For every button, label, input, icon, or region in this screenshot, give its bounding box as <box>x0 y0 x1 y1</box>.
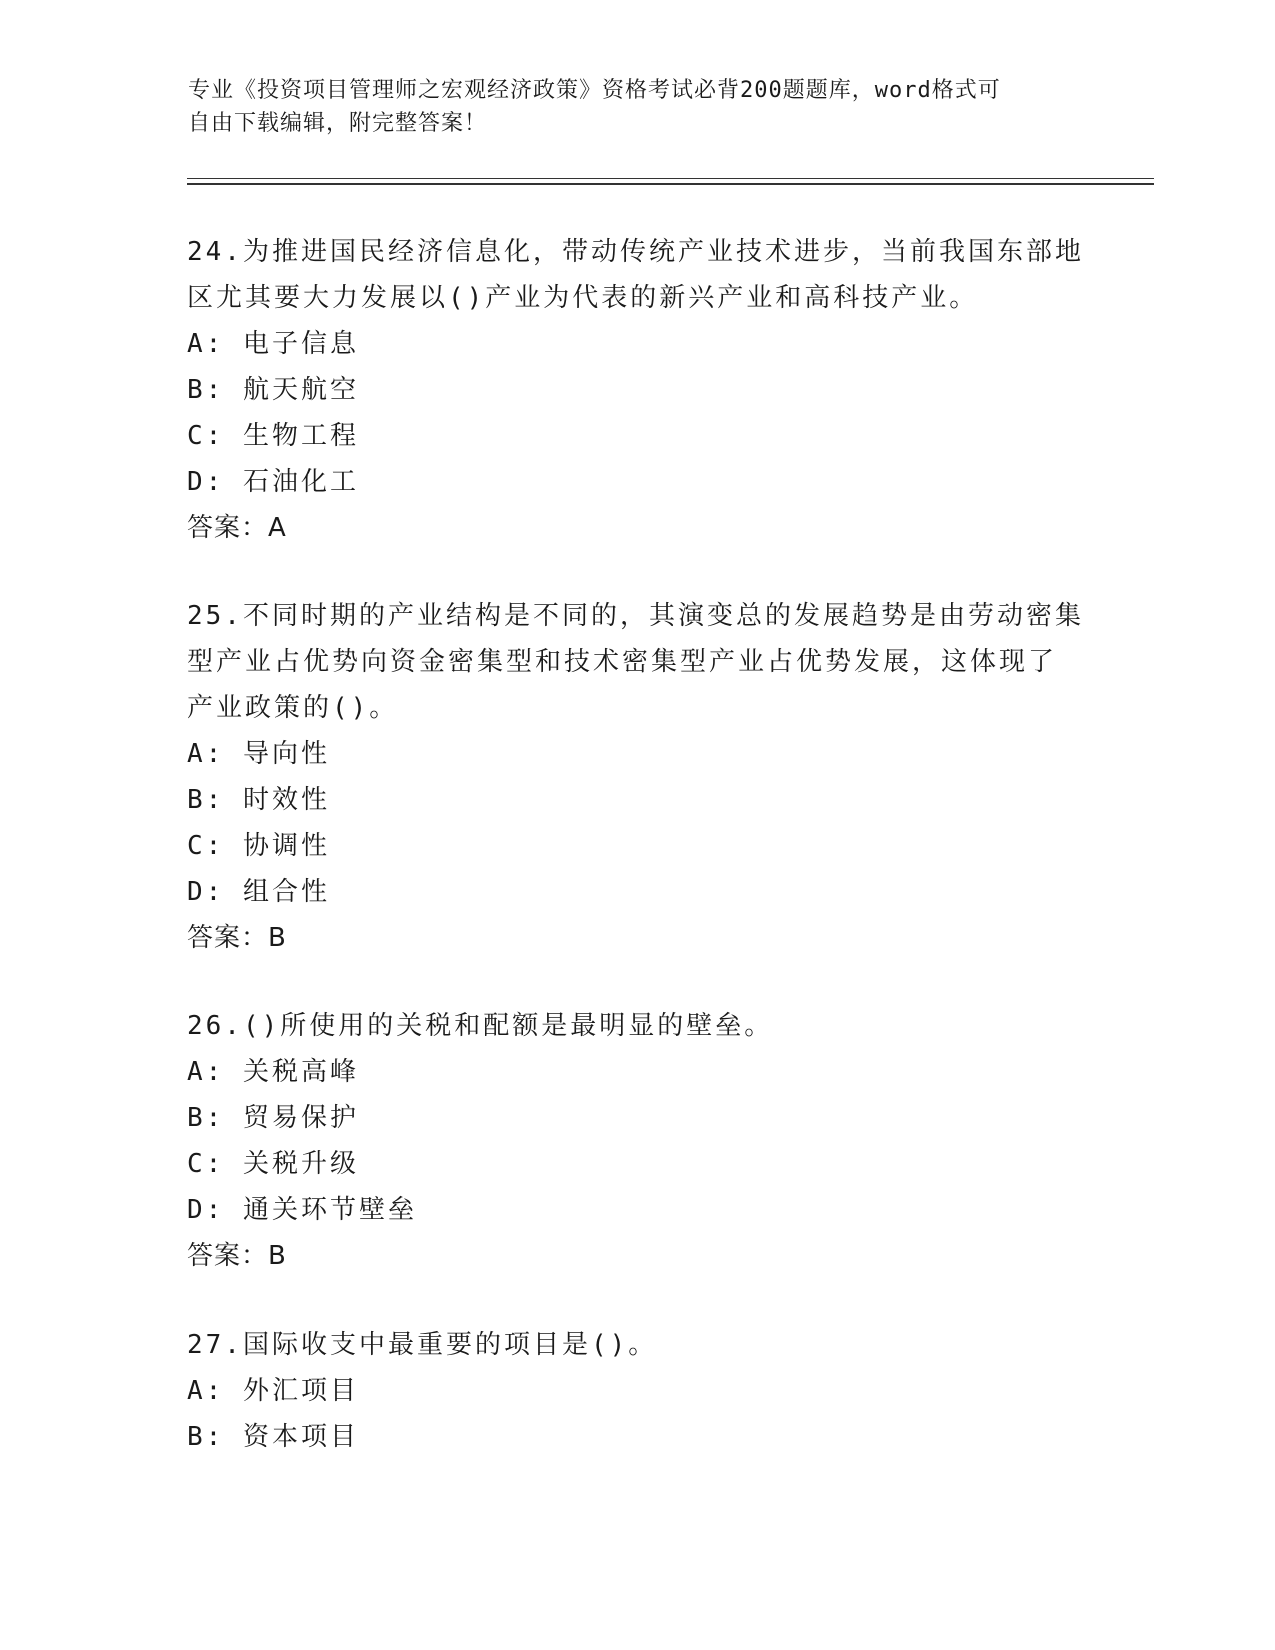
header-line-1: 专业《投资项目管理师之宏观经济政策》资格考试必背200题题库，word格式可 <box>188 78 1001 103</box>
option-c: C: 关税升级 <box>187 1149 359 1179</box>
question-text-line: 型产业占优势向资金密集型和技术密集型产业占优势发展，这体现了 <box>187 647 1058 677</box>
question-text-line: 26.()所使用的关税和配额是最明显的壁垒。 <box>187 1011 774 1041</box>
question-24 <box>187 229 1087 551</box>
question-text-line: 产业政策的()。 <box>187 693 399 723</box>
answer-label: 答案：B <box>187 1241 287 1271</box>
option-b: B: 时效性 <box>187 785 330 815</box>
question-25 <box>187 593 1087 961</box>
option-d: D: 组合性 <box>187 877 330 907</box>
header-line-2: 自由下载编辑，附完整答案！ <box>188 111 488 136</box>
option-c: C: 协调性 <box>187 831 330 861</box>
question-text-line: 25.不同时期的产业结构是不同的，其演变总的发展趋势是由劳动密集 <box>187 601 1084 631</box>
answer-label: 答案：B <box>187 923 287 953</box>
option-b: B: 资本项目 <box>187 1422 359 1452</box>
document-header <box>188 74 1088 140</box>
question-27 <box>187 1322 1087 1460</box>
option-a: A: 电子信息 <box>187 329 359 359</box>
option-a: A: 外汇项目 <box>187 1376 359 1406</box>
header-divider-thin <box>187 178 1154 179</box>
option-d: D: 石油化工 <box>187 467 359 497</box>
option-b: B: 航天航空 <box>187 375 359 405</box>
question-text-line: 24.为推进国民经济信息化，带动传统产业技术进步，当前我国东部地 <box>187 237 1084 267</box>
option-c: C: 生物工程 <box>187 421 359 451</box>
header-divider-thick <box>187 183 1154 185</box>
option-b: B: 贸易保护 <box>187 1103 359 1133</box>
option-d: D: 通关环节壁垒 <box>187 1195 417 1225</box>
answer-label: 答案：A <box>187 513 287 543</box>
question-26 <box>187 1003 1087 1279</box>
question-text-line: 27.国际收支中最重要的项目是()。 <box>187 1330 658 1360</box>
question-text-line: 区尤其要大力发展以()产业为代表的新兴产业和高科技产业。 <box>187 283 979 313</box>
option-a: A: 关税高峰 <box>187 1057 359 1087</box>
option-a: A: 导向性 <box>187 739 330 769</box>
